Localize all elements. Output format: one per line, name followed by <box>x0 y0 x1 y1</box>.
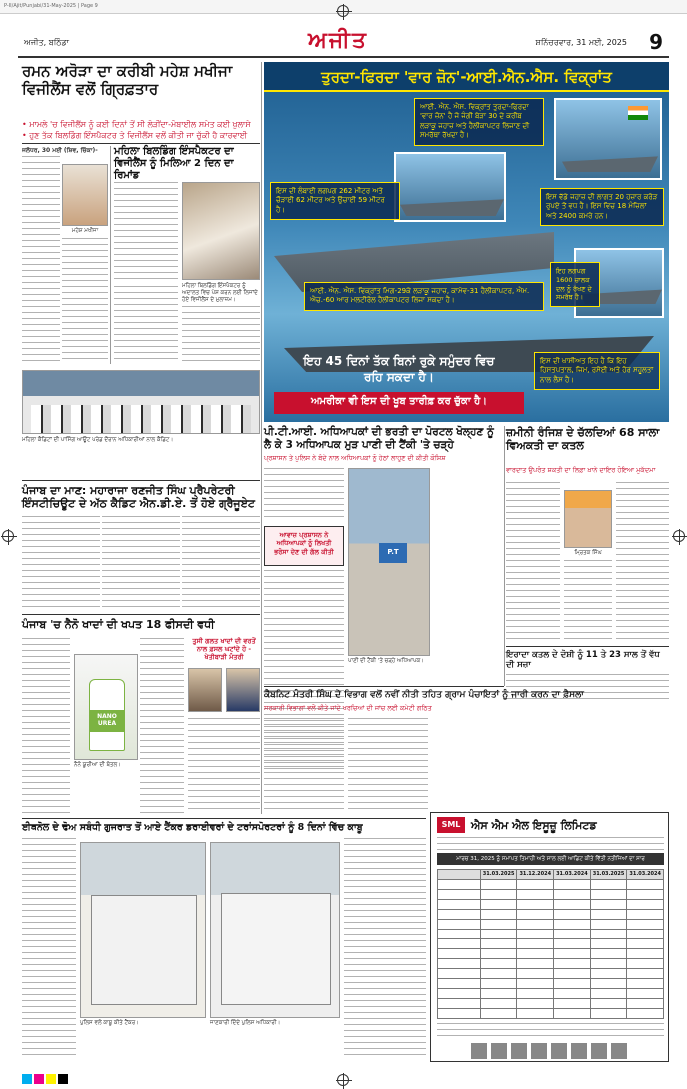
cmyk-yellow <box>46 1074 56 1084</box>
ad-tagline: ਮਾਰਚ 31, 2025 ਨੂੰ ਸਮਾਪਤ ਤਿਮਾਹੀ ਅਤੇ ਸਾਲ ਲਈ ਆਡਿਟ ਕੀਤੇ ਵਿੱਤੀ ਨਤੀਜਿਆਂ ਦਾ ਸਾਰ <box>437 853 664 865</box>
story4-body-1 <box>264 468 344 522</box>
vikrant-feature-banner <box>264 62 669 422</box>
ad-notes <box>437 1023 664 1041</box>
story8-headline: ਈਥਨੋਲ ਦੇ ਢੋਅ ਸਬੰਧੀ ਗੁਜਰਾਤ ਤੋਂ ਆਏ ਟੈਂਕਰ ਡਰਾਈਵਰਾਂ ਦੇ ਟਰਾਂਸਪੋਰਟਰਾਂ ਨੂੰ 8 ਦਿਨਾਂ ਵਿੱਚ ਕਾਬੂ <box>22 822 363 833</box>
flag-icon <box>628 106 648 120</box>
story4-headline: ਪੀ.ਟੀ.ਆਈ. ਅਧਿਆਪਕਾਂ ਦੀ ਭਰਤੀ ਦਾ ਪੋਰਟਲ ਖੋਲ੍ਹਣ ਨੂੰ ਲੈ ਕੇ 3 ਅਧਿਆਪਕ ਮੁੜ ਪਾਣੀ ਦੀ ਟੈਂਕੀ 'ਤੇ ਚੜ੍ਹੇ <box>264 426 494 451</box>
story1-inner-body-3 <box>182 306 260 362</box>
ad-vehicles-image <box>471 1043 631 1059</box>
story5-body-2 <box>616 482 669 644</box>
cmyk-cyan <box>22 1074 32 1084</box>
story7-body-1 <box>264 718 344 810</box>
minister-photo-2 <box>226 668 260 712</box>
story7-subheadline: ਸਰਕਾਰੀ ਵਿਭਾਗਾਂ ਵਲੋਂ ਕੀਤੇ ਜਾਂਦੇ ਖਰਚਿਆਂ ਦੀ ਜਾਂਚ ਲਈ ਕਮੇਟੀ ਗਠਿਤ <box>264 704 432 712</box>
story2-body-3 <box>182 516 260 612</box>
sml-isuzu-advertisement <box>430 812 669 1062</box>
vikrant-fact-5: ਆਈ. ਐਨ. ਐਸ. ਵਿਕ੍ਰਾਂਤ ਮਿਗ-29ਕੇ ਲੜਾਕੂ ਜਹਾਜ਼, ਕਾਮੋਵ-31 ਹੈਲੀਕਾਪਟਰ, ਐਮ. ਐਚ.-60 ਆਰ ਮਲਟੀਰੋਲ ਹੈਲੀਕਾਪਟਰ ਲਿਜਾ ਸਕਦਾ ਹੈ। <box>304 282 544 311</box>
story8-caption-1: ਪੁਲਿਸ ਵਲੋਂ ਕਾਬੂ ਕੀਤੇ ਟੈਂਕਰ। <box>80 1020 139 1026</box>
header-date: ਸ਼ਨਿੱਚਰਵਾਰ, 31 ਮਈ, 2025 <box>535 38 627 47</box>
story2-headline: ਪੰਜਾਬ ਦਾ ਮਾਣ: ਮਹਾਰਾਜਾ ਰਣਜੀਤ ਸਿੰਘ ਪ੍ਰੈਪਰੇਟਰੀ ਇੰਸਟੀਚਿਊਟ ਦੇ ਅੱਠ ਕੈਡਿਟ ਐਨ.ਡੀ.ਏ. ਤੋਂ ਹੋਏ ਗ੍ਰੈਜੂਏਟ <box>22 484 255 511</box>
vikrant-inset-photo-2 <box>394 152 506 222</box>
registration-mark-icon <box>2 530 14 542</box>
story4-box <box>264 526 344 566</box>
story8-body-2 <box>344 838 426 1060</box>
story1-dateline: ਜਲੰਧਰ, 30 ਮਈ (ਸ਼ਿਵ, ਚਿੱਕਾ)- <box>22 147 98 154</box>
story5-subheadline: ਵਾਰਦਾਤ ਉਪਰੰਤ ਸ਼ਕਤੀ ਦਾ ਲਿਫ਼ਾ ਖ਼ਾਨੇ ਦਾਇਰ ਹੋਇਆ ਮੁਕੱਦਮਾ <box>506 466 656 474</box>
story8-body-1 <box>22 838 76 1060</box>
cmyk-black <box>58 1074 68 1084</box>
ad-col-3: 31.03.2024 <box>554 870 591 880</box>
story8-caption-2: ਜਾਣਕਾਰੀ ਦਿੰਦੇ ਪੁਲਿਸ ਅਧਿਕਾਰੀ। <box>210 1020 281 1026</box>
story1-inner-headline: ਮਹਿਲਾ ਬਿਲਡਿੰਗ ਇੰਸਪੈਕਟਰ ਦਾ ਵਿਜੀਲੈਂਸ ਨੂੰ ਮਿਲਿਆ 2 ਦਿਨ ਦਾ ਰਿਮਾਂਡ <box>114 146 234 181</box>
story1-subheadline: • ਮਾਮਲੇ 'ਚ ਵਿਜੀਲੈਂਸ ਨੂੰ ਕਈ ਦਿਨਾਂ ਤੋਂ ਸੀ ਲੋੜੀਂਦਾ-ਮੋਬਾਈਲ ਸਮੇਤ ਕਈ ਖੁਲਾਸੇ <box>22 120 251 129</box>
story5-caption: ਮ੍ਰਿਤਕ ਸਿੰਘ <box>574 550 602 556</box>
ad-col-5: 31.03.2024 <box>627 870 664 880</box>
story4-caption: ਪਾਣੀ ਦੀ ਟੈਂਕੀ 'ਤੇ ਚੜ੍ਹੇ ਅਧਿਆਪਕ। <box>348 658 424 664</box>
vikrant-title: ਤੁਰਦਾ-ਫਿਰਦਾ 'ਵਾਰ ਜ਼ੋਨ'-ਆਈ.ਐਨ.ਐਸ. ਵਿਕ੍ਰਾਂਤ <box>264 62 669 92</box>
story1-headline: ਰਮਨ ਅਰੋੜਾ ਦਾ ਕਰੀਬੀ ਮਹੇਸ਼ ਮਖੀਜਾ ਵਿਜੀਲੈਂਸ ਵਲੋਂ ਗ੍ਰਿਫ਼ਤਾਰ <box>22 62 233 98</box>
registration-mark-icon <box>673 530 685 542</box>
ad-company-name: ਐਸ ਐਮ ਐਲ ਇਸੂਜ਼ੂ ਲਿਮਿਟਡ <box>471 819 597 832</box>
page-header <box>18 26 669 58</box>
tanker-photo-1 <box>80 842 206 1018</box>
story7-body-2 <box>348 718 428 810</box>
vikrant-footer: ਅਮਰੀਕਾ ਵੀ ਇਸ ਦੀ ਖੂਬ ਤਾਰੀਫ਼ ਕਰ ਚੁੱਕਾ ਹੈ। <box>274 392 524 414</box>
story1-inner-body <box>114 182 178 282</box>
vikrant-fact-4: ਇਹ ਲਗਪਗ 1600 ਚਾਲਕ ਦਲ ਨੂੰ ਰੱਖਣ ਦੇ ਸਮਰੱਥ ਹੈ। <box>550 262 600 307</box>
ad-financial-table <box>437 869 664 1019</box>
story5-body-3 <box>564 560 612 644</box>
parade-photo <box>22 370 260 434</box>
masthead-logo: ਅਜੀਤ <box>308 28 368 53</box>
story1-subheadline-2: • ਹੁਣ ਤੱਕ ਬਿਲਡਿੰਗ ਇੰਸਪੈਕਟਰ ਤੇ ਵਿਜੀਲੈਂਸ ਵਲੋਂ ਕੀਤੀ ਜਾ ਚੁੱਕੀ ਹੈ ਕਾਰਵਾਈ <box>22 131 248 140</box>
print-info-strip: P-II/Ajit/Punjabi/31-May-2025 | Page 9 <box>0 0 687 14</box>
registration-mark-icon <box>337 1074 349 1086</box>
header-edition: ਅਜੀਤ, ਬਠਿੰਡਾ <box>24 38 70 47</box>
cmyk-magenta <box>34 1074 44 1084</box>
sml-logo-icon: SML <box>437 817 465 833</box>
story1-photo-caption: ਮਹੇਸ਼ ਮਖੀਜਾ <box>71 228 99 234</box>
story1-photo <box>62 164 108 226</box>
ad-col-2: 31.12.2024 <box>517 870 554 880</box>
ad-col-4: 31.03.2025 <box>590 870 627 880</box>
story1-inner-photo <box>182 182 260 280</box>
story3-body-3 <box>188 718 260 814</box>
story4-box-text: ਆਵਾਜ਼ ਪ੍ਰਸ਼ਾਸਨ ਨੇ ਅਧਿਆਪਕਾਂ ਨੂੰ ਲਿਖਤੀ ਭਰੋਸਾ ਦੇਣ ਦੀ ਗੱਲ ਕੀਤੀ <box>274 531 334 556</box>
story5-body-1 <box>506 482 560 644</box>
vikrant-fact-1: ਆਈ. ਐਨ. ਐਸ. ਵਿਕ੍ਰਾਂਤ ਤੁਰਦਾ-ਫਿਰਦਾ 'ਵਾਰ ਜ਼ੋਨ' ਹੈ ਜੋ ਜੰਗੀ ਬੇੜਾ 30 ਦੇ ਕਰੀਬ ਲੜਾਕੂ ਜਹਾਜ਼ ਅਤੇ ਹੈਲੀਕਾਪਟਰ ਲਿਜਾਣ ਦੀ ਸਮਰੱਥਾ ਰੱਖਦਾ ਹੈ। <box>414 98 544 146</box>
story3-inner-headline: ਤੁਸੀ ਗਲਤ ਖਾਦਾਂ ਦੀ ਵਰਤੋਂ ਨਾਲ ਫ਼ਸਲ ਘਟਾਂਦੇ ਹੋ - ਖੇਤੀਬਾੜੀ ਮੰਤਰੀ <box>192 637 256 661</box>
story1-inner-caption: ਮਹਿਲਾ ਬਿਲਡਿੰਗ ਇੰਸਪੈਕਟਰ ਨੂੰ ਅਦਾਲਤ ਵਿਚ ਪੇਸ਼ ਕਰਨ ਲਈ ਲਿਜਾਂਦੇ ਹੋਏ ਵਿਜੀਲੈਂਸ ਦੇ ਮੁਲਾਜ਼ਮ। <box>182 283 258 304</box>
vikrant-inset-photo-1 <box>554 98 662 180</box>
story3-body-1 <box>22 638 70 814</box>
story3-caption: ਨੈਨੋ ਯੂਰੀਆ ਦੀ ਬੋਤਲ। <box>74 762 121 768</box>
victim-photo <box>564 490 612 548</box>
vikrant-fact-3: ਇਸ ਵੱਡੇ ਜਹਾਜ਼ ਦੀ ਲਾਗਤ 20 ਹਜ਼ਾਰ ਕਰੋੜ ਰੁਪਏ ਤੋਂ ਵਧ ਹੈ। ਇਸ ਵਿਚ 18 ਮੰਜ਼ਿਲਾਂ ਅਤੇ 2400 ਕਮਰੇ ਹਨ। <box>540 188 664 226</box>
vikrant-fact-6: ਇਸ ਦੀ ਖਾਸੀਅਤ ਇਹ ਹੈ ਕਿ ਇਹ ਹਿਸਤਪਤਾਲ, ਜਿਮ, ਰਸੋਈ ਅਤੇ ਹੋਰ ਸਹੂਲਤਾਂ ਨਾਲ ਲੈਸ ਹੈ। <box>534 352 660 390</box>
tanker-photo-2 <box>210 842 340 1018</box>
story4-subheadline: ਪ੍ਰਸ਼ਾਸਨ ਤੇ ਪੁਲਿਸ ਨੇ ਬੰਦੇ ਨਾਲ ਅਧਿਆਪਕਾਂ ਨੂੰ ਹੇਠਾਂ ਲਾਹੁਣ ਦੀ ਕੀਤੀ ਕੋਸ਼ਿਸ਼ <box>264 454 446 462</box>
story7-headline: ਕੈਬਨਿਟ ਮੰਤਰੀ ਸਿੰਘ ਦੇ ਵਿਭਾਗ ਵਲੋਂ ਨਵੀਂ ਨੀਤੀ ਤਹਿਤ ਗ੍ਰਾਮ ਪੰਚਾਇਤਾਂ ਨੂੰ ਜਾਰੀ ਕਰਨ ਦਾ ਫ਼ੈਸਲਾ <box>264 690 584 700</box>
story3-headline: ਪੰਜਾਬ 'ਚ ਨੈਨੋ ਖਾਦਾਂ ਦੀ ਖਪਤ 18 ਫੀਸਦੀ ਵਧੀ <box>22 618 215 631</box>
water-tank-photo: P.T <box>348 468 430 656</box>
ad-address <box>437 837 664 851</box>
story1-body-2 <box>62 238 108 362</box>
story2-body-2 <box>102 516 180 612</box>
story3-body-2 <box>140 638 184 718</box>
vikrant-quote: ਇਹ 45 ਦਿਨਾਂ ਤੱਕ ਬਿਨਾਂ ਰੁਕੇ ਸਮੁੰਦਰ ਵਿਚ ਰਹਿ ਸਕਦਾ ਹੈ। <box>303 354 495 384</box>
story6-headline: ਇਰਾਦਾ ਕਤਲ ਦੇ ਦੋਸ਼ੀ ਨੂੰ 11 ਤੇ 23 ਸਾਲ ਤੋਂ ਵੱਧ ਦੀ ਸਜ਼ਾ <box>506 650 660 671</box>
story2-body-1 <box>22 516 100 612</box>
story3-body-4 <box>140 722 184 814</box>
registration-mark-icon <box>337 5 349 17</box>
minister-photo-1 <box>188 668 222 712</box>
story5-headline: ਜ਼ਮੀਨੀ ਰੰਜਿਸ਼ ਦੇ ਚੱਲਦਿਆਂ 68 ਸਾਲਾ ਵਿਅਕਤੀ ਦਾ ਕਤਲ <box>506 426 660 453</box>
page-number: 9 <box>649 30 663 54</box>
story1-inner-body-2 <box>114 286 178 362</box>
ad-col-1: 31.03.2025 <box>480 870 517 880</box>
parade-caption: ਮਹਿਲਾ ਕੈਡਿਟਾਂ ਦੀ ਪਾਸਿੰਗ ਆਊਟ ਪਰੇਡ ਦੌਰਾਨ ਅਧਿਕਾਰੀਆਂ ਨਾਲ ਕੈਡਿਟ। <box>22 437 174 443</box>
nano-urea-photo <box>74 654 138 760</box>
vikrant-fact-2: ਇਸ ਦੀ ਲੰਬਾਈ ਲਗਪਗ 262 ਮੀਟਰ ਅਤੇ ਚੌੜਾਈ 62 ਮੀਟਰ ਅਤੇ ਉਚਾਈ 59 ਮੀਟਰ ਹੈ। <box>270 182 400 220</box>
nano-urea-label: NANO UREA <box>90 710 124 732</box>
story1-body <box>22 156 60 362</box>
